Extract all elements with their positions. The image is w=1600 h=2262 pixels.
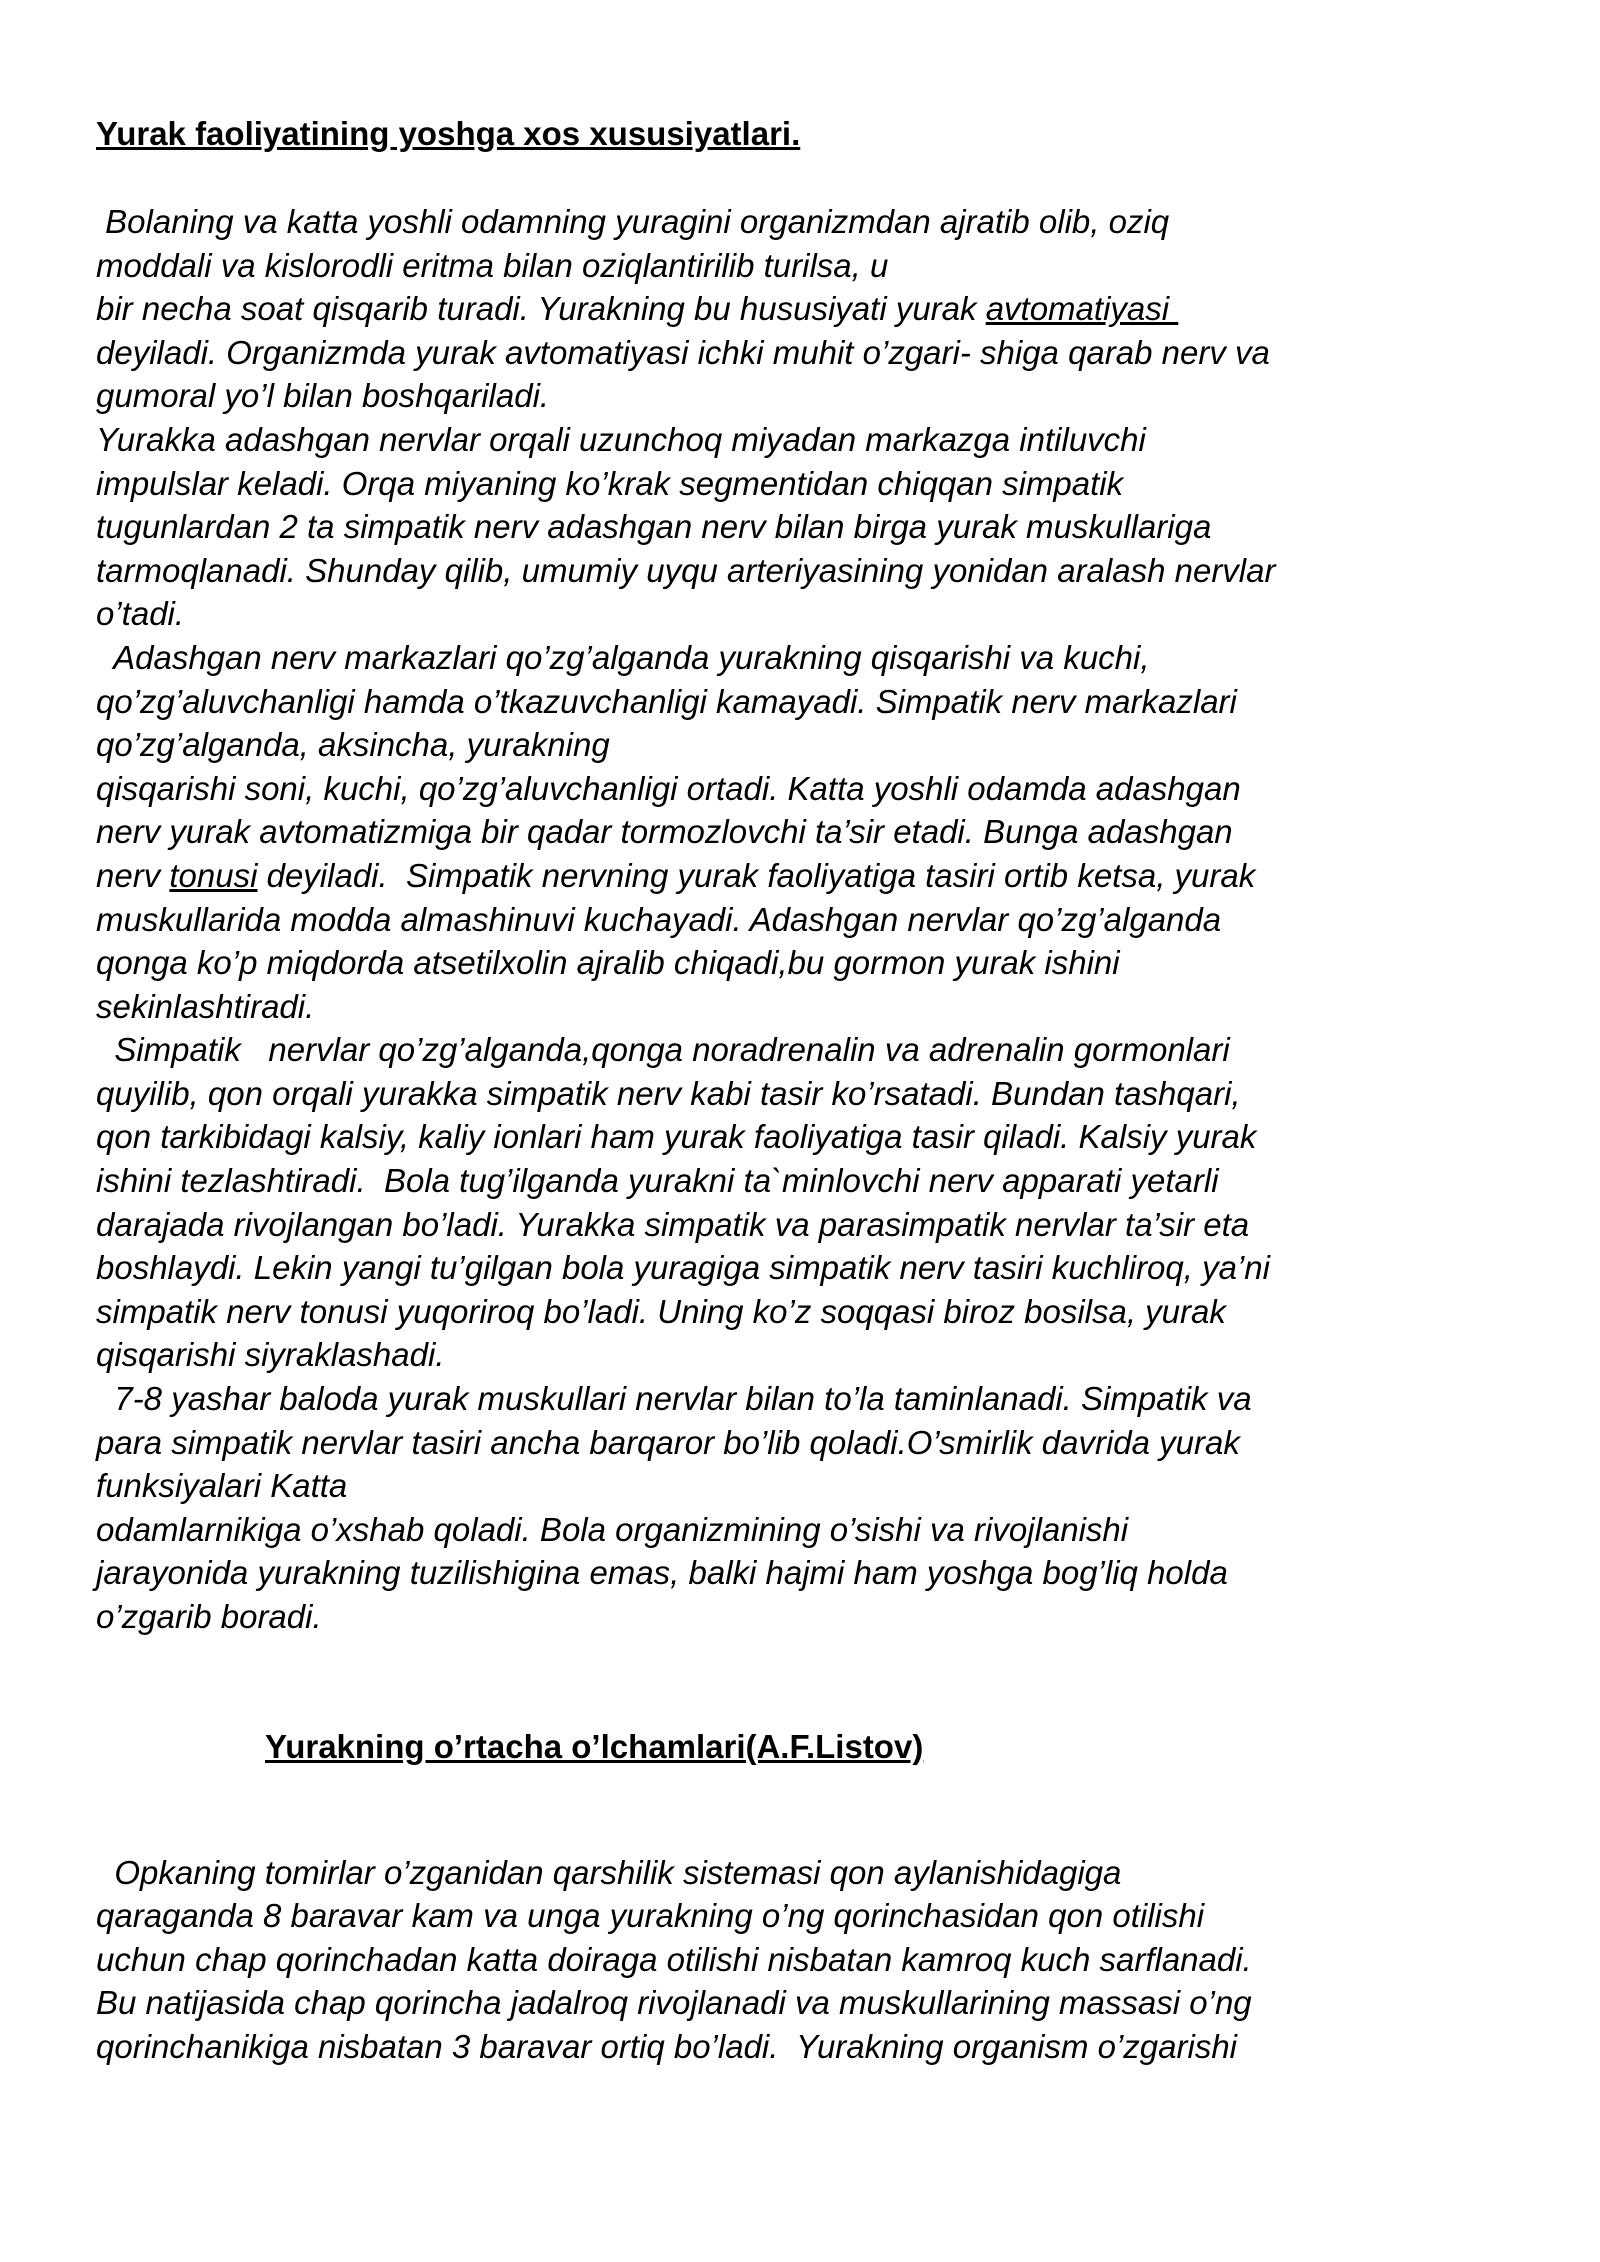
text-line bbox=[96, 287, 1516, 331]
main-title: Yurak faoliyatining yoshga xos xususiyatlari. bbox=[96, 115, 801, 152]
text-line: Adashgan nerv markazlari qo’zg’alganda yurakning qisqarishi va kuchi, bbox=[96, 638, 1150, 676]
text-line: darajada rivojlangan bo’ladi. Yurakka simpatik va parasimpatik nervlar ta’sir eta bbox=[96, 1205, 1250, 1243]
text-line: Simpatik nervlar qo’zg’alganda,qonga noradrenalin va adrenalin gormonlari bbox=[96, 1031, 1230, 1069]
text-line: o’zgarib boradi. bbox=[96, 1598, 322, 1635]
text-line: o’tadi. bbox=[96, 595, 185, 633]
text-line: qonga ko’p miqdorda atsetilxolin ajralib chiqadi,bu gormon yurak ishini bbox=[96, 944, 1120, 982]
text-line: ishini tezlashtiradi. Bola tug’ilganda yurakni ta`minlovchi nerv apparati yetarli bbox=[96, 1162, 1219, 1200]
body-paragraphs-2 bbox=[96, 1851, 1516, 2069]
text-line: odamlarnikiga o’xshab qoladi. Bola organizmining o’sishi va rivojlanishi bbox=[96, 1510, 1129, 1548]
document-page bbox=[96, 112, 1516, 2069]
text-line: sekinlashtiradi. bbox=[96, 987, 315, 1025]
text-run: nerv bbox=[96, 856, 170, 894]
text-line: gumoral yo’l bilan boshqariladi. bbox=[96, 377, 550, 415]
text-run: deyiladi. Simpatik nervning yurak faoliyatiga tasiri ortib ketsa, yurak bbox=[257, 856, 1256, 894]
text-line: qaraganda 8 baravar kam va unga yurakning o’ng qorinchasidan qon otilishi bbox=[96, 1897, 1205, 1935]
text-line: qisqarishi siyraklashadi. bbox=[96, 1336, 445, 1374]
text-line: jarayonida yurakning tuzilishigina emas, balki hajmi ham yoshga bog’liq holda bbox=[96, 1554, 1228, 1592]
text-line: tugunlardan 2 ta simpatik nerv adashgan nerv bilan birga yurak muskullariga bbox=[96, 508, 1212, 546]
text-line: funksiyalari Katta bbox=[96, 1467, 348, 1505]
underlined-term: avtomatiyasi bbox=[985, 290, 1179, 328]
text-line: Opkaning tomirlar o’zganidan qarshilik sistemasi qon aylanishidagiga bbox=[96, 1853, 1122, 1891]
text-line bbox=[96, 854, 1516, 898]
text-line: qo’zg’aluvchanligi hamda o’tkazuvchanligi kamayadi. Simpatik nerv markazlari bbox=[96, 682, 1237, 720]
text-line: 7-8 yashar baloda yurak muskullari nervlar bilan to’la taminlanadi. Simpatik va bbox=[96, 1380, 1252, 1418]
text-line: quyilib, qon orqali yurakka simpatik nerv kabi tasir ko’rsatadi. Bundan tashqari, bbox=[96, 1074, 1241, 1112]
section-title: Yurakning o’rtacha o’lchamlari(A.F.Listov) bbox=[265, 1727, 924, 1765]
text-line: para simpatik nervlar tasiri ancha barqaror bo’lib qoladi.O’smirlik davrida yurak bbox=[96, 1423, 1240, 1461]
text-line: qorinchanikiga nisbatan 3 baravar ortiq bo’ladi. Yurakning organism o’zgarishi bbox=[96, 2027, 1237, 2065]
text-line: simpatik nerv tonusi yuqoriroq bo’ladi. Uning ko’z soqqasi biroz bosilsa, yurak bbox=[96, 1292, 1226, 1330]
text-line: muskullarida modda almashinuvi kuchayadi. Adashgan nervlar qo’zg’alganda bbox=[96, 900, 1222, 938]
text-line: moddali va kislorodli eritma bilan oziqlantirilib turilsa, u bbox=[96, 246, 889, 284]
text-line: impulslar keladi. Orqa miyaning ko’krak segmentidan chiqqan simpatik bbox=[96, 464, 1124, 502]
text-line: deyiladi. Organizmda yurak avtomatiyasi ichki muhit o’zgari- shiga qarab nerv va bbox=[96, 333, 1270, 371]
text-line: tarmoqlanadi. Shunday qilib, umumiy uyqu arteriyasining yonidan aralash nervlar bbox=[96, 551, 1276, 589]
text-line: qisqarishi soni, kuchi, qo’zg’aluvchanligi ortadi. Katta yoshli odamda adashgan bbox=[96, 769, 1241, 807]
text-line: qon tarkibidagi kalsiy, kaliy ionlari ham yurak faoliyatiga tasir qiladi. Kalsiy yurak bbox=[96, 1118, 1257, 1156]
text-line: nerv yurak avtomatizmiga bir qadar tormozlovchi ta’sir etadi. Bunga adashgan bbox=[96, 813, 1233, 851]
text-line: Bu natijasida chap qorincha jadalroq rivojlanadi va muskullarining massasi o’ng bbox=[96, 1984, 1252, 2022]
text-line: boshlaydi. Lekin yangi tu’gilgan bola yuragiga simpatik nerv tasiri kuchliroq, ya’ni bbox=[96, 1249, 1270, 1287]
underlined-term: tonusi bbox=[169, 856, 258, 894]
text-line: Bolaning va katta yoshli odamning yuragini organizmdan ajratib olib, oziq bbox=[96, 203, 1170, 240]
body-paragraphs bbox=[96, 200, 1516, 1639]
text-line: Yurakka adashgan nervlar orqali uzunchoq miyadan markazga intiluvchi bbox=[96, 420, 1146, 458]
text-line: qo’zg’alganda, aksincha, yurakning bbox=[96, 726, 610, 764]
text-line: uchun chap qorinchadan katta doiraga otilishi nisbatan kamroq kuch sarflanadi. bbox=[96, 1940, 1252, 1978]
text-run: bir necha soat qisqarib turadi. Yurakning bu hususiyati yurak bbox=[96, 290, 986, 328]
